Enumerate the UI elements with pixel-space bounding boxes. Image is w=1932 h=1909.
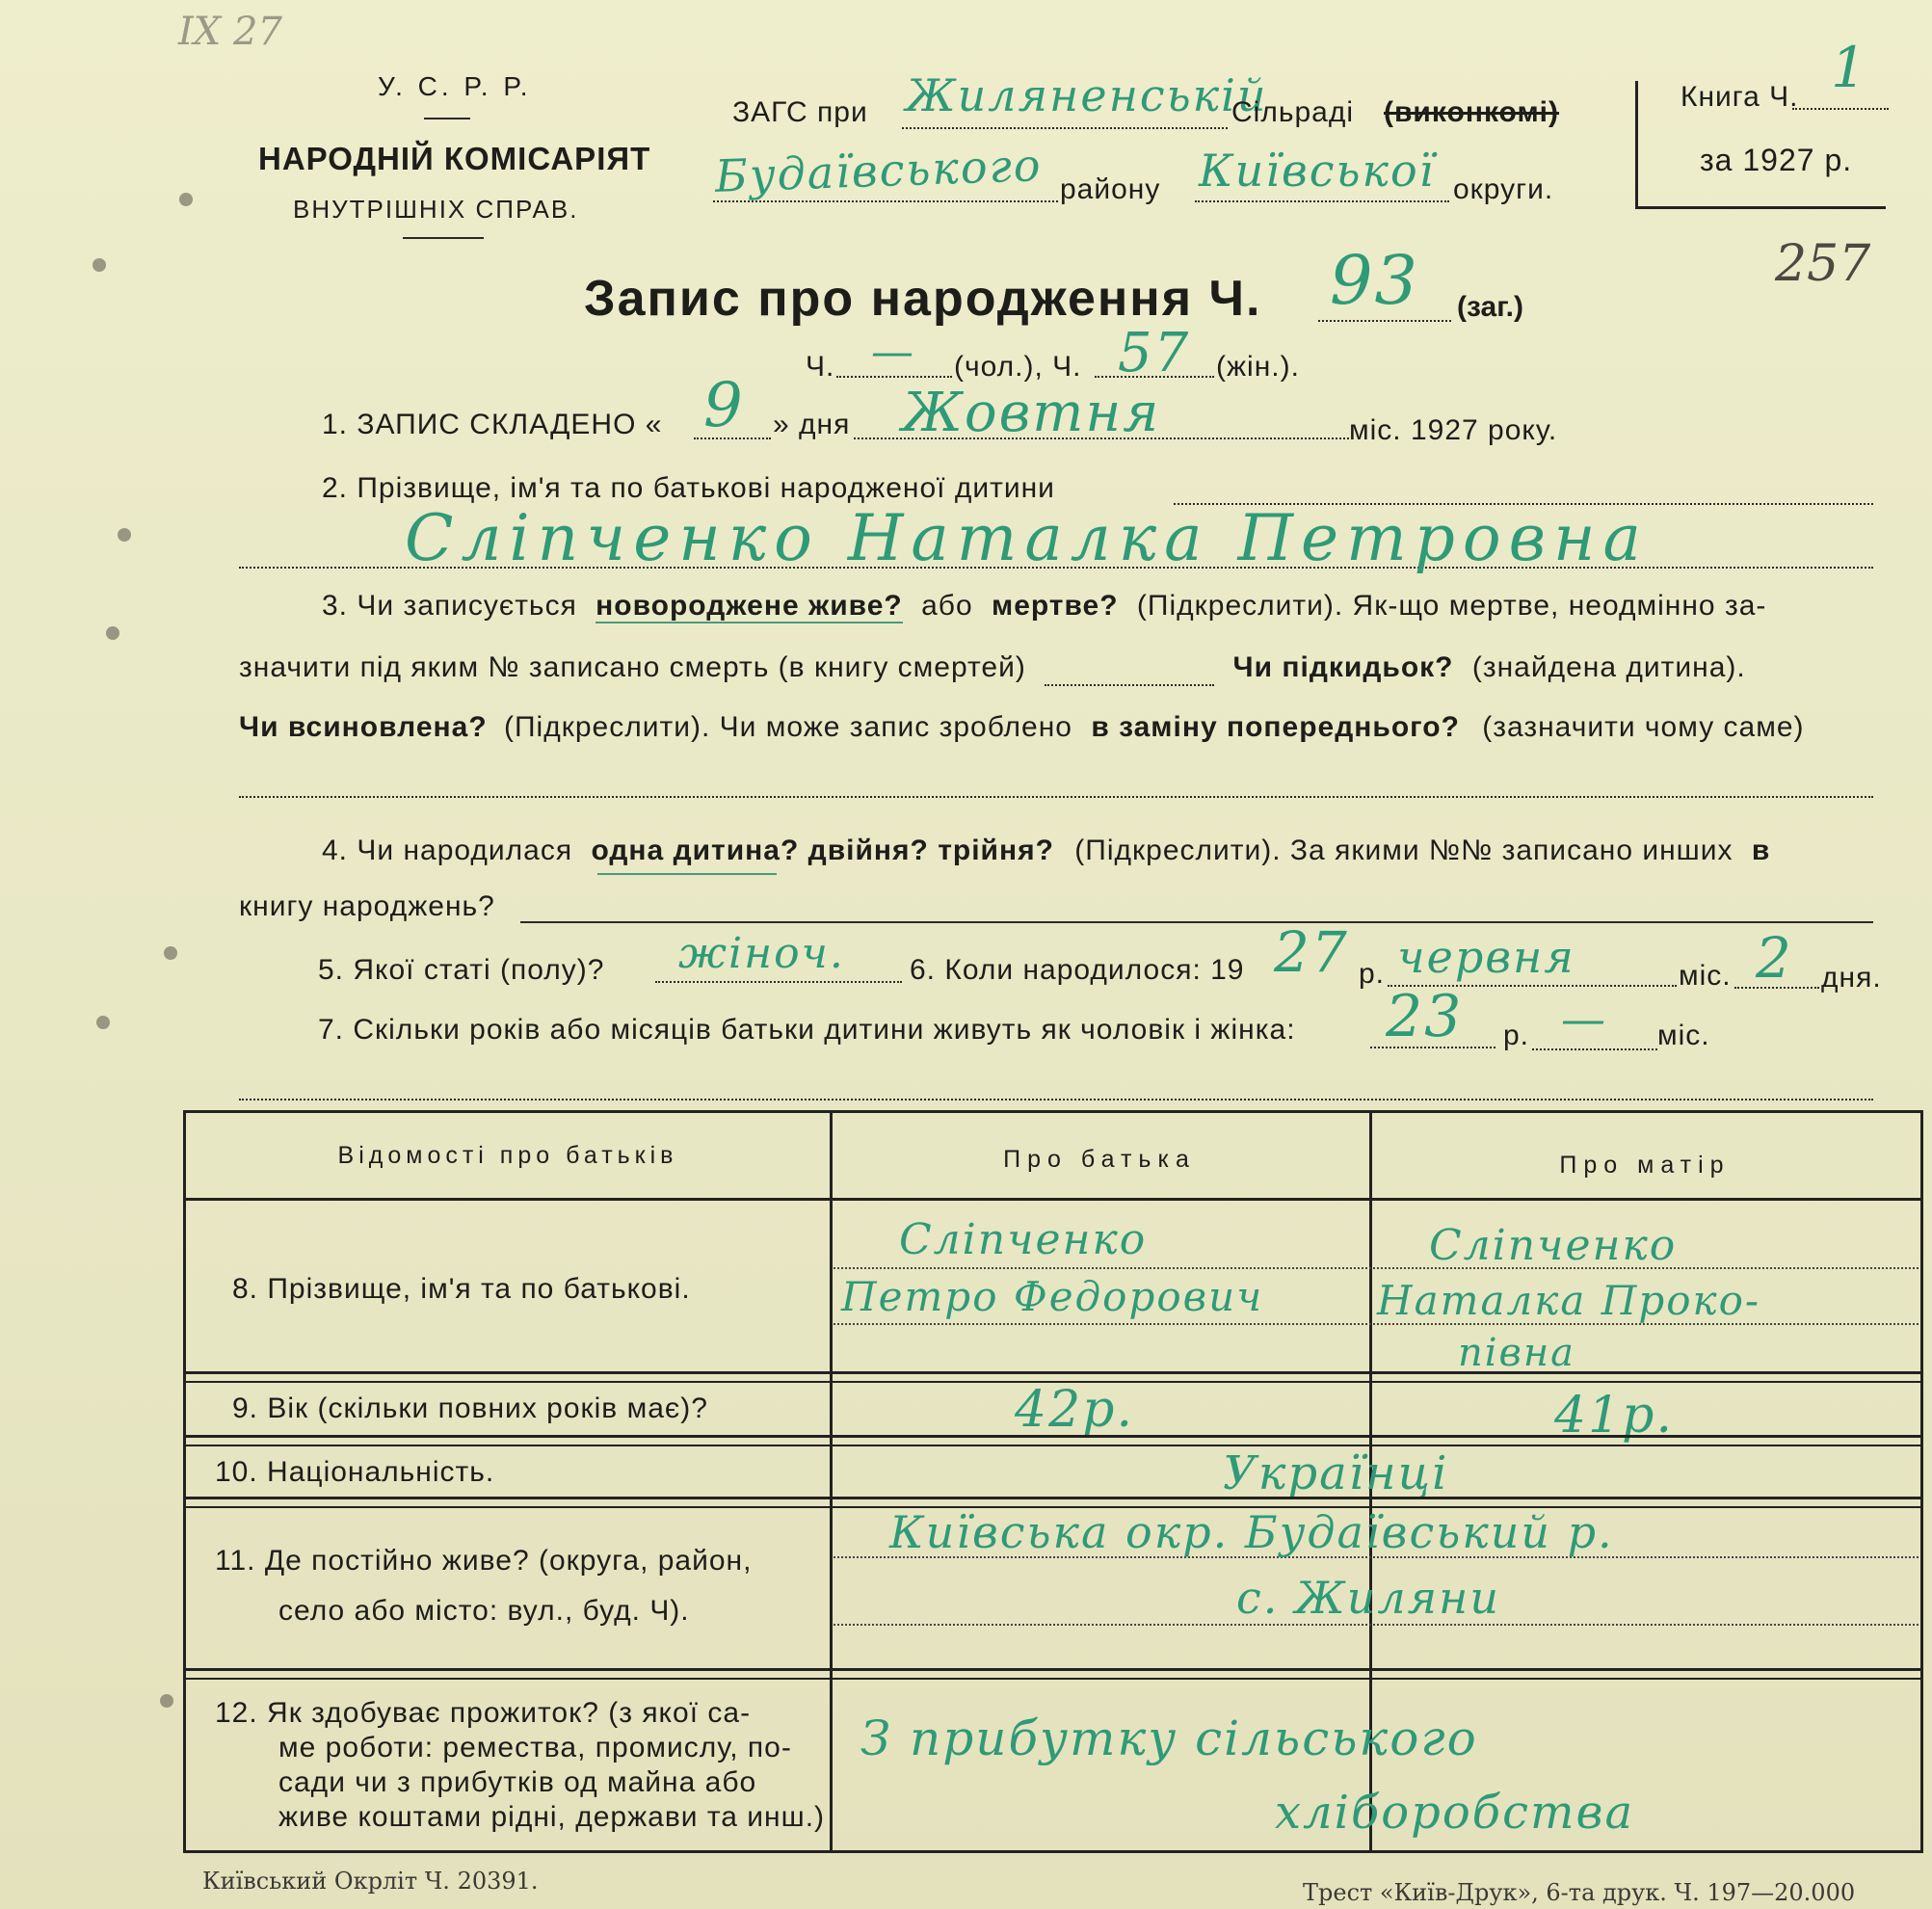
exec-label: (виконкомі): [1384, 96, 1560, 128]
row9-label: 9. Вік (скільки повних років має)?: [232, 1392, 708, 1424]
mother-name-handwritten-cont: півна: [1458, 1331, 1576, 1375]
sex-handwritten: жіноч.: [678, 929, 845, 978]
row12-label: 12. Як здобуває прожиток? (з якої са-: [215, 1697, 752, 1729]
mother-age-handwritten: 41р.: [1554, 1387, 1674, 1445]
livelihood-handwritten: З прибутку сільського: [860, 1710, 1478, 1766]
item3-text: (Підкреслити). Чи може запис зроблено: [504, 711, 1072, 743]
okrug-fill-line: [1195, 200, 1449, 202]
punch-hole: [93, 258, 106, 272]
title-number-fill-line: [1318, 320, 1451, 322]
item3-line3: [239, 711, 1805, 744]
married-months-handwritten: —: [1561, 993, 1607, 1045]
nationality-handwritten: Українці: [1223, 1446, 1449, 1500]
row-divider: [186, 1371, 1920, 1374]
header-father: Про батька: [1003, 1146, 1196, 1173]
item3-dead-option: мертве?: [992, 590, 1119, 622]
okrug-label: округи.: [1453, 173, 1554, 205]
item1-suffix: міс. 1927 року.: [1349, 414, 1558, 446]
item4-text: 4. Чи народилася: [322, 835, 573, 866]
book-number-handwritten: 1: [1831, 35, 1868, 100]
row-subline: [834, 1624, 1919, 1626]
state-label: У. С. Р. Р.: [378, 71, 532, 101]
item3-text: (знайдена дитина).: [1471, 651, 1746, 683]
item3-text: 3. Чи записується: [322, 590, 577, 622]
item4-text: (Підкреслити). За якими №№ записано инших: [1074, 835, 1734, 866]
row-divider: [186, 1497, 1920, 1499]
row-divider: [186, 1445, 1920, 1446]
item4-line1: [322, 835, 1770, 867]
residence-village-handwritten: с. Жиляни: [1236, 1572, 1500, 1624]
married-years-handwritten: 23: [1386, 983, 1464, 1050]
item3-text: значити під яким № записано смерть (в книгу смертей): [239, 651, 1026, 683]
row-divider: [186, 1435, 1920, 1438]
council-label: Сільраді: [1231, 96, 1355, 128]
father-name-handwritten: Петро Федорович: [841, 1273, 1264, 1320]
residence-handwritten: Київська окр. Будаївський р.: [889, 1506, 1614, 1558]
item6-dnya-label: дня.: [1821, 962, 1882, 994]
row10-label: 10. Національність.: [215, 1456, 495, 1488]
item6-label: 6. Коли народилося: 19: [910, 954, 1245, 986]
book-label: Книга Ч.: [1681, 81, 1799, 113]
punch-hole: [106, 626, 119, 640]
row-subline: [834, 1267, 1919, 1269]
item1-label: 1. ЗАПИС СКЛАДЕНО «: [322, 409, 663, 440]
row-divider: [186, 1198, 1920, 1201]
footer-right: Трест «Київ-Друк», 6-та друк. Ч. 197—20.000: [1303, 1879, 1856, 1906]
village-handwritten: Жиляненській: [906, 69, 1268, 121]
row12-label-cont: живе коштами рідні, держави та инш.): [278, 1801, 826, 1833]
item5-label: 5. Якої статі (полу)?: [318, 954, 605, 986]
item4-fill-line: [520, 921, 1873, 923]
item3-foundling-option: Чи підкидьок?: [1232, 651, 1454, 683]
male-count-handwritten: —: [871, 328, 915, 377]
birth-day-handwritten: 2: [1756, 925, 1793, 991]
parents-table: [183, 1110, 1923, 1853]
punch-hole: [179, 193, 193, 206]
footer-left: Київський Окрліт Ч. 20391.: [202, 1868, 539, 1895]
row12-label-cont: ме роботи: ремества, промислу, по-: [278, 1732, 792, 1763]
child-name-handwritten: Сліпченко Наталка Петровна: [405, 501, 1649, 575]
punch-hole: [164, 946, 177, 960]
row8-label: 8. Прізвище, ім'я та по батькові.: [232, 1273, 691, 1305]
title-suffix: (заг.): [1457, 291, 1524, 323]
item3-text: (зазначити чому саме): [1482, 711, 1805, 743]
divider: [424, 118, 470, 119]
item3-text: (Підкреслити). Як-що мертве, неодмінно за-: [1136, 590, 1767, 622]
item3-blank-line: [239, 796, 1873, 798]
book-year: за 1927 р.: [1700, 143, 1853, 177]
archive-number: 257: [1775, 235, 1871, 293]
header-mother: Про матір: [1559, 1152, 1731, 1179]
divider: [403, 237, 484, 239]
item1-mid: » дня: [773, 409, 851, 440]
item7-months-line: [1532, 1048, 1657, 1050]
item4-options: одна дитина? двійня? трійня?: [591, 835, 1054, 866]
item5-fill-line: [655, 981, 902, 983]
item7-mis-label: міс.: [1657, 1020, 1710, 1051]
row12-label-cont: сади чи з прибутків од майна або: [278, 1766, 757, 1798]
corner-note: IX 27: [178, 10, 282, 54]
item3-death-line: [1045, 651, 1214, 686]
father-age-handwritten: 42р.: [1015, 1381, 1134, 1439]
title-number-handwritten: 93: [1330, 241, 1420, 320]
item6-r-label: р.: [1359, 958, 1386, 990]
ministry-sub: ВНУТРІШНІХ СПРАВ.: [293, 195, 579, 224]
book-box-border: [1635, 81, 1638, 206]
punch-hole: [118, 528, 131, 542]
male-label: (чол.), Ч.: [954, 351, 1082, 383]
district-label: району: [1060, 173, 1161, 205]
item3-line1: [322, 590, 1766, 623]
book-box-border: [1635, 206, 1886, 209]
punch-hole: [96, 1016, 110, 1029]
column-divider: [830, 1113, 833, 1850]
item6-mis-label: міс.: [1679, 960, 1732, 992]
item7-r-label: р.: [1503, 1020, 1530, 1051]
row-divider: [186, 1678, 1920, 1680]
item4-line2: книгу народжень?: [239, 890, 495, 922]
item3-text: або: [921, 590, 973, 622]
okrug-handwritten: Київської: [1199, 145, 1436, 197]
header-parents-info: Відомості про батьків: [337, 1142, 678, 1169]
row11-label-cont: село або місто: вул., буд. Ч).: [278, 1595, 690, 1627]
item3-replacement-option: в заміну попереднього?: [1091, 711, 1460, 743]
item3-alive-option: новороджене живе?: [595, 590, 903, 622]
item1-day-handwritten: 9: [703, 370, 745, 441]
book-fill-line: [1792, 108, 1889, 110]
zags-prefix: ЗАГС при: [732, 96, 868, 128]
item1-month-handwritten: Жовтня: [902, 382, 1161, 444]
item3-adopted-option: Чи всиновлена?: [239, 711, 488, 743]
district-handwritten: Будаївського: [714, 139, 1044, 202]
item2-label: 2. Прізвище, ім'я та по батькові народженої дитини: [322, 472, 1055, 504]
item7-blank-line: [239, 1099, 1873, 1100]
row11-label: 11. Де постійно живе? (округа, район,: [215, 1545, 753, 1577]
village-fill-line: [902, 127, 1228, 129]
birth-month-handwritten: червня: [1397, 931, 1575, 983]
ministry-name: НАРОДНІЙ КОМІСАРІЯТ: [258, 141, 651, 176]
row-divider: [186, 1668, 1920, 1671]
item4-single-underline: [597, 873, 777, 875]
mother-surname-handwritten: Сліпченко: [1429, 1221, 1678, 1270]
district-fill-line: [713, 200, 1058, 202]
female-count-handwritten: 57: [1118, 322, 1191, 384]
punch-hole: [160, 1694, 173, 1708]
item4-text: в: [1751, 835, 1771, 866]
birth-year-handwritten: 27: [1274, 919, 1349, 985]
record-title: Запис про народження Ч.: [584, 271, 1262, 327]
male-prefix: Ч.: [806, 351, 835, 383]
item3-line2: [239, 651, 1746, 686]
female-label: (жін.).: [1216, 351, 1300, 383]
item7-label: 7. Скільки років або місяців батьки дитини живуть як чоловік і жінка:: [318, 1014, 1296, 1046]
mother-name-handwritten: Наталка Проко-: [1377, 1277, 1761, 1324]
father-surname-handwritten: Сліпченко: [899, 1215, 1148, 1264]
livelihood-handwritten-cont: хліборобства: [1275, 1786, 1635, 1840]
